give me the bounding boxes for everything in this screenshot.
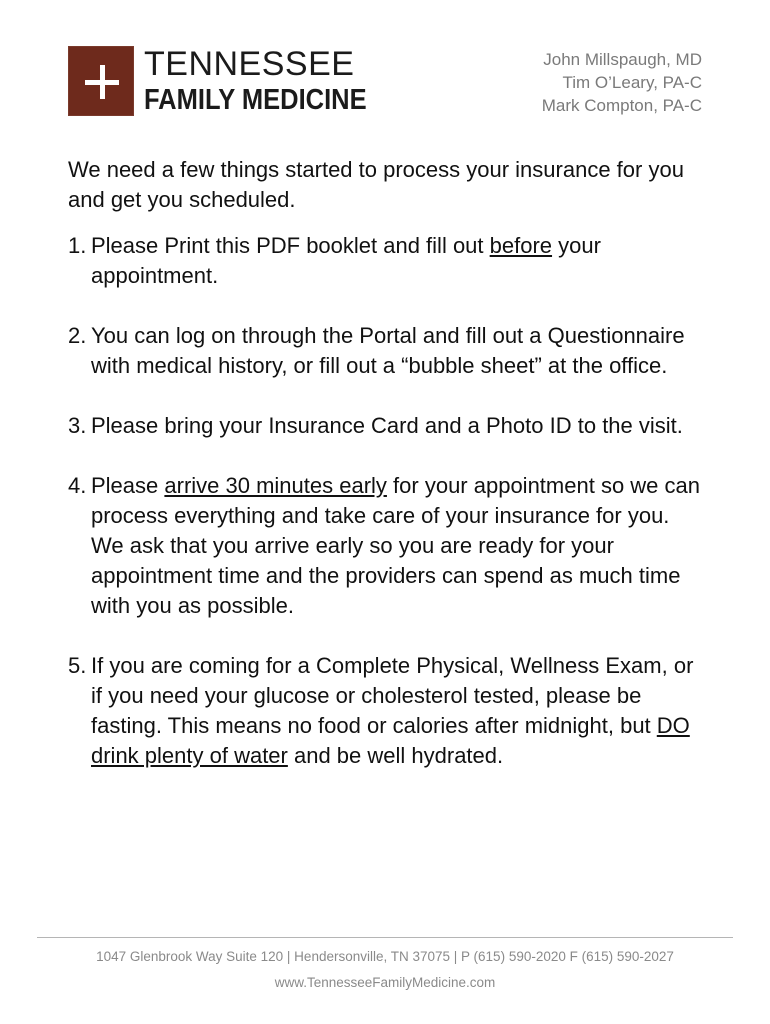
- instruction-item: [68, 471, 708, 621]
- item-text: Please bring your Insurance Card and a Photo ID to the visit.: [91, 413, 683, 438]
- practice-logo: [68, 46, 378, 118]
- item-number: 3.: [68, 413, 87, 438]
- item-number: 5.: [68, 653, 87, 678]
- item-number: 1.: [68, 233, 87, 258]
- item-text: your appointment.: [91, 233, 601, 288]
- item-number: 4.: [68, 473, 87, 498]
- emphasis-drink-water: DO drink plenty of water: [91, 713, 690, 768]
- emphasis-arrive-early: arrive 30 minutes early: [164, 473, 387, 498]
- instruction-list: [68, 231, 708, 801]
- logo-text-line2: FAMILY MEDICINE: [144, 84, 367, 116]
- item-text: If you are coming for a Complete Physical, Wellness Exam, or if you need your glucose or cholesterol tested, please be fasting. This means no food or calories after midnight, but: [91, 653, 694, 738]
- intro-paragraph: We need a few things started to process your insurance for you and get you scheduled.: [68, 157, 684, 212]
- provider-list: [542, 48, 702, 117]
- instruction-item: [68, 651, 708, 771]
- item-text: for your appointment so we can process everything and take care of your insurance for you. We ask that you arrive early so you are ready for your appointment time and the providers can spend as much time with you as possible.: [91, 473, 700, 618]
- logo-text-line1: TENNESSEE: [144, 45, 355, 83]
- instruction-item: [68, 321, 708, 381]
- provider-name: Mark Compton, PA-C: [541, 96, 702, 115]
- footer-divider: [37, 937, 733, 938]
- footer-address: 1047 Glenbrook Way Suite 120 | Hendersonville, TN 37075 | P (615) 590-2020 F (615) 590-2027: [96, 949, 674, 964]
- footer-website-link[interactable]: www.TennesseeFamilyMedicine.com: [274, 975, 496, 990]
- item-number: 2.: [68, 323, 87, 348]
- item-text: Please: [91, 473, 165, 498]
- provider-name: Tim O’Leary, PA-C: [562, 73, 702, 92]
- medical-cross-icon: [68, 46, 134, 116]
- item-text: You can log on through the Portal and fill out a Questionnaire with medical history, or fill out a “bubble sheet” at the office.: [91, 323, 685, 378]
- instruction-item: [68, 231, 708, 291]
- emphasis-before: before: [489, 233, 553, 258]
- item-text: and be well hydrated.: [287, 743, 504, 768]
- instruction-item: [68, 411, 708, 441]
- provider-name: John Millspaugh, MD: [543, 50, 702, 69]
- item-text: Please Print this PDF booklet and fill out: [91, 233, 490, 258]
